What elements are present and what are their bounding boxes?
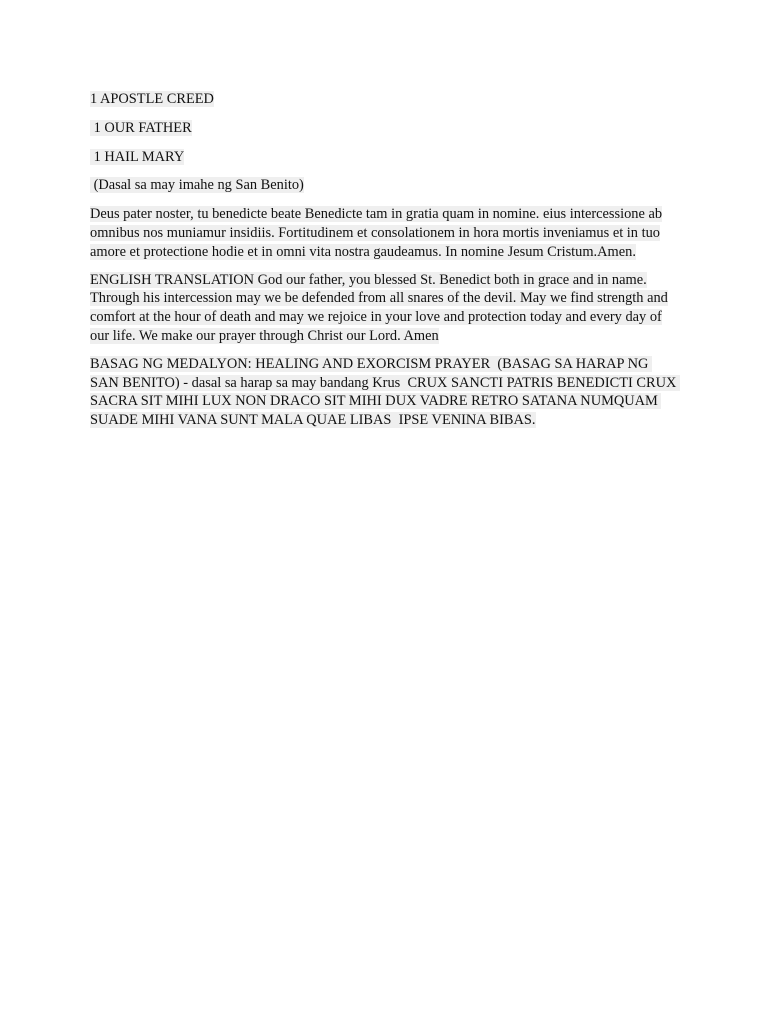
our-father-text: 1 OUR FATHER xyxy=(90,119,192,136)
document-page xyxy=(90,90,680,439)
our-father-line xyxy=(90,119,680,138)
english-translation-text: ENGLISH TRANSLATION God our father, you blessed St. Benedict both in grace and in name. Through his intercession may we be defended from all snares of the devil. May we find strength and comfort at the hour of death and may we rejoice in your love and protection today and every day of our life. We make our prayer through Christ our Lord. Amen xyxy=(90,271,668,344)
medalyon-prayer-paragraph xyxy=(90,355,680,430)
apostle-creed-text: 1 APOSTLE CREED xyxy=(90,91,214,107)
instruction-line xyxy=(90,176,680,195)
instruction-text: (Dasal sa may imahe ng San Benito) xyxy=(90,177,304,194)
apostle-creed-line xyxy=(90,90,680,109)
hail-mary-line xyxy=(90,148,680,167)
medalyon-prayer-text: BASAG NG MEDALYON: HEALING AND EXORCISM PRAYER (BASAG SA HARAP NG SAN BENITO) - dasal sa harap sa may bandang Krus CRUX SANCTI PATRIS BENEDICTI CRUX SACRA SIT MIHI LUX NON DRACO SIT MIHI DUX VADRE RETRO SATANA NUMQUAM SUADE MIHI VANA SUNT MALA QUAE LIBAS IPSE VENINA BIBAS. xyxy=(90,355,680,429)
hail-mary-text: 1 HAIL MARY xyxy=(90,148,185,165)
latin-prayer-paragraph xyxy=(90,205,680,261)
english-translation-paragraph xyxy=(90,271,680,346)
latin-prayer-text: Deus pater noster, tu benedicte beate Benedicte tam in gratia quam in nomine. eius intercessione ab omnibus nos muniamur insidiis. Fortitudinem et consolationem in hora mortis inveniamus et in tuo amore et protectione hodie et in omni vita nostra gaudeamus. In nomine Jesum Cristum.Amen. xyxy=(90,206,663,260)
